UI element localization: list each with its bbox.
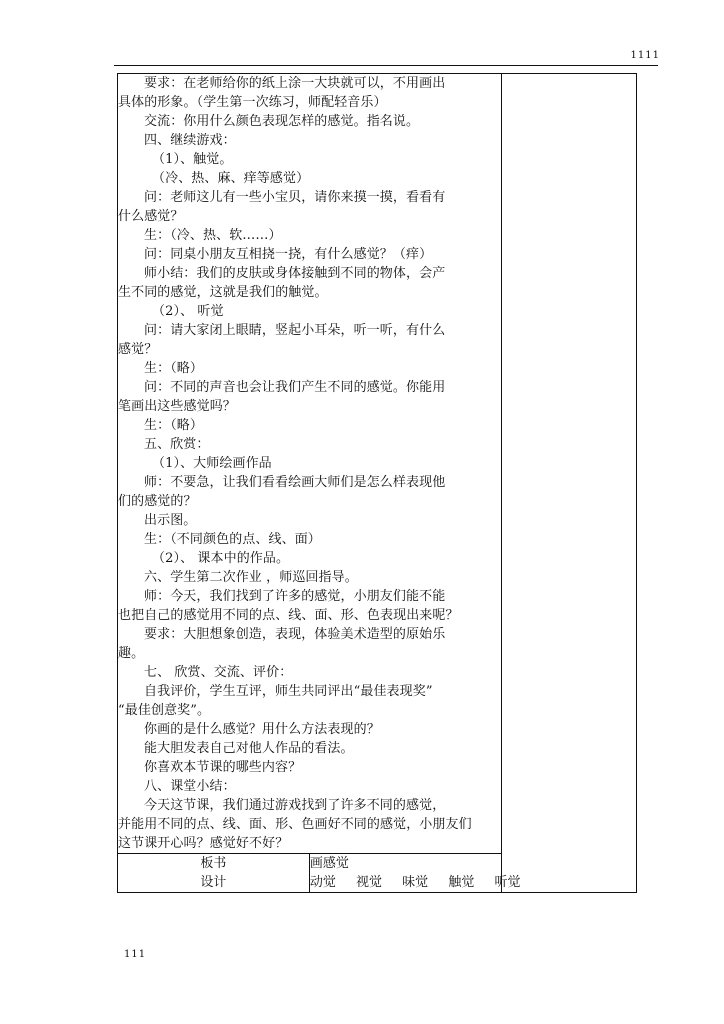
procedure-line: 问：请大家闭上眼睛，竖起小耳朵，听一听，有什么 [144, 323, 446, 338]
lesson-plan-table [117, 73, 637, 893]
board-item: 视觉 [356, 875, 383, 890]
header-rule [114, 65, 658, 66]
procedure-line: 师：今天，我们找到了许多的感觉，小朋友们能不能 [144, 589, 446, 604]
board-title: 画感觉 [309, 856, 349, 871]
procedure-line: 们的感觉的？ [118, 494, 197, 509]
procedure-line: 生不同的感觉，这就是我们的触觉。 [118, 285, 328, 300]
procedure-line: 并能用不同的点、线、面、形、色画好不同的感觉，小朋友们 [118, 817, 472, 832]
procedure-line: 六、学生第二次作业 ，师巡回指导。 [144, 570, 358, 585]
procedure-line: 这节课开心吗？感觉好不好？ [118, 836, 289, 851]
procedure-line: 八、课堂小结： [144, 779, 236, 794]
procedure-line: 生：（略） [144, 361, 204, 376]
board-design-content [309, 854, 521, 893]
board-item: 触觉 [448, 875, 475, 890]
procedure-line: （2）、 课本中的作品。 [152, 551, 290, 566]
procedure-line: 问：不同的声音也会让我们产生不同的感觉。你能用 [144, 380, 446, 395]
procedure-line: 师：不要急，让我们看看绘画大师们是怎么样表现他 [144, 475, 446, 490]
procedure-line: 生：（不同颜色的点、线、面） [144, 532, 321, 547]
footer-page-number: 111 [124, 949, 147, 960]
board-design-label [118, 854, 310, 893]
procedure-line: 生：（略） [144, 418, 204, 433]
procedure-line: 生：（冷、热、软……） [144, 228, 282, 243]
procedure-row [118, 74, 637, 854]
procedure-line: （1）、触觉。 [152, 152, 233, 167]
procedure-line: 要求：在老师给你的纸上涂一大块就可以，不用画出 [144, 76, 446, 91]
board-item: 动觉 [309, 875, 336, 890]
procedure-line: 今天这节课，我们通过游戏找到了许多不同的感觉， [144, 798, 446, 813]
procedure-line: 问：同桌小朋友互相挠一挠，有什么感觉？（痒） [144, 247, 433, 262]
teaching-procedure-cell [118, 74, 502, 854]
procedure-line: “最佳创意奖”。 [118, 703, 211, 718]
procedure-line: 趣。 [118, 646, 145, 661]
procedure-line: 五、欣赏： [144, 437, 210, 452]
header-page-number: 1111 [630, 50, 660, 61]
procedure-text [118, 74, 501, 853]
board-label-line2: 设计 [200, 875, 227, 890]
procedure-line: 出示图。 [144, 513, 197, 528]
procedure-line: 四、继续游戏： [144, 133, 236, 148]
procedure-line: 笔画出这些感觉吗？ [118, 399, 236, 414]
board-items [309, 873, 521, 892]
procedure-line: 自我评价，学生互评，师生共同评出“最佳表现奖” [144, 684, 433, 699]
procedure-line: 七、 欣赏、交流、评价： [144, 665, 293, 680]
board-label-line1: 板书 [200, 856, 227, 871]
procedure-line: 要求：大胆想象创造，表现，体验美术造型的原始乐 [144, 627, 446, 642]
board-item: 味觉 [402, 875, 429, 890]
procedure-line: 什么感觉？ [118, 209, 184, 224]
procedure-line: 感觉？ [118, 342, 158, 357]
procedure-line: 你喜欢本节课的哪些内容？ [144, 760, 302, 775]
procedure-line: （2）、 听觉 [152, 304, 224, 319]
procedure-line: 具体的形象。（学生第一次练习，师配轻音乐） [118, 95, 387, 110]
procedure-line: 能大胆发表自己对他人作品的看法。 [144, 741, 354, 756]
procedure-line: 问：老师这儿有一些小宝贝，请你来摸一摸，看看有 [144, 190, 446, 205]
procedure-line: 交流：你用什么颜色表现怎样的感觉。指名说。 [144, 114, 420, 129]
procedure-line: （冷、热、麻、痒等感觉） [152, 171, 310, 186]
notes-column-cell [501, 74, 636, 893]
procedure-line: 也把自己的感觉用不同的点、线、面、形、色表现出来呢？ [118, 608, 459, 623]
procedure-line: 师小结：我们的皮肤或身体接触到不同的物体，会产 [144, 266, 446, 281]
procedure-line: （1）、大师绘画作品 [152, 456, 272, 471]
procedure-line: 你画的是什么感觉？用什么方法表现的？ [144, 722, 380, 737]
board-item: 听觉 [494, 875, 521, 890]
